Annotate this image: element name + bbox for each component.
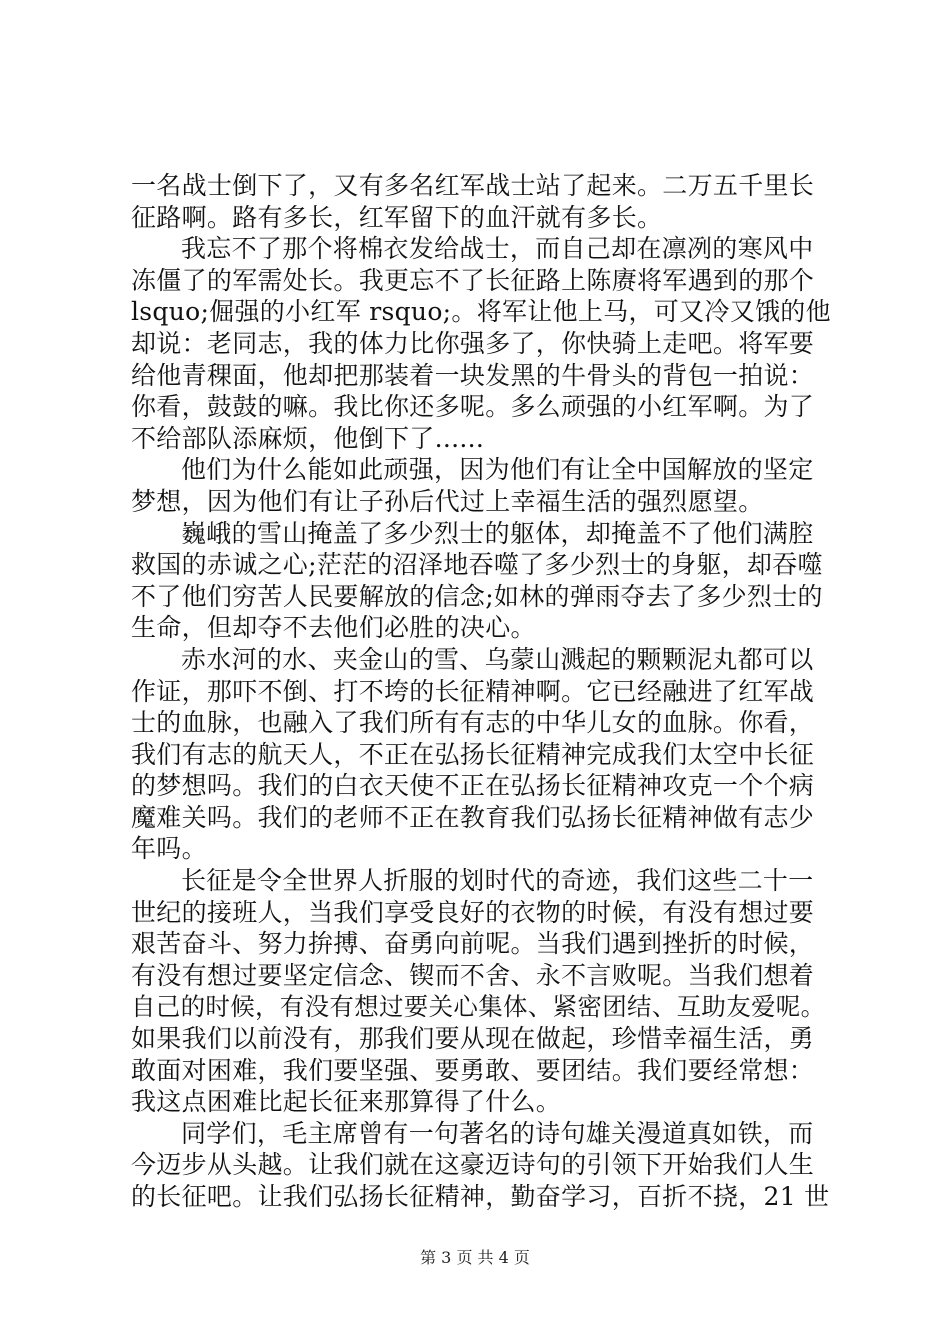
paragraph-first-line: 同学们，毛主席曾有一句著名的诗句雄关漫道真如铁，而: [181, 1118, 814, 1148]
body-text: [131, 170, 831, 1213]
text-line: 今迈步从头越。让我们就在这豪迈诗句的引领下开始我们人生: [131, 1150, 815, 1180]
text-line: 给他青稞面，他却把那装着一块发黑的牛骨头的背包一拍说：: [131, 360, 815, 390]
text-line: 敢面对困难，我们要坚强、要勇敢、要团结。我们要经常想：: [131, 1055, 815, 1085]
text-line: 冻僵了的军需处长。我更忘不了长征路上陈赓将军遇到的那个: [131, 265, 815, 295]
text-line: 的长征吧。让我们弘扬长征精神，勤奋学习，百折不挠，21 世: [131, 1182, 830, 1211]
paragraph-first-line: 长征是令全世界人折服的划时代的奇迹，我们这些二十一: [181, 866, 814, 896]
text-line: 的梦想吗。我们的白衣天使不正在弘扬长征精神攻克一个个病: [131, 771, 815, 801]
text-line: 自己的时候，有没有想过要关心集体、紧密团结、互助友爱呢。: [131, 992, 826, 1022]
paragraph-first-line: 巍峨的雪山掩盖了多少烈士的躯体，却掩盖不了他们满腔: [181, 518, 814, 548]
text-line: lsquo;倔强的小红军 rsquo;。将军让他上马，可又冷又饿的他: [131, 297, 831, 327]
text-line: 生命，但却夺不去他们必胜的决心。: [131, 613, 536, 643]
text-line: 却说：老同志，我的体力比你强多了，你快骑上走吧。将军要: [131, 328, 815, 358]
text-line: 有没有想过要坚定信念、锲而不舍、永不言败呢。当我们想着: [131, 960, 815, 990]
text-line: 征路啊。路有多长，红军留下的血汗就有多长。: [131, 202, 663, 232]
text-line: 你看，鼓鼓的嘛。我比你还多呢。多么顽强的小红军啊。为了: [131, 392, 815, 422]
text-line: 一名战士倒下了，又有多名红军战士站了起来。二万五千里长: [131, 171, 815, 200]
paragraph-first-line: 他们为什么能如此顽强，因为他们有让全中国解放的坚定: [181, 455, 814, 485]
text-line: 艰苦奋斗、努力拚搏、奋勇向前呢。当我们遇到挫折的时候，: [131, 929, 815, 959]
text-line: 不给部队添麻烦，他倒下了......: [131, 423, 485, 453]
text-line: 士的血脉，也融入了我们所有有志的中华儿女的血脉。你看，: [131, 708, 815, 738]
text-line: 作证，那吓不倒、打不垮的长征精神啊。它已经融进了红军战: [131, 676, 815, 706]
paragraph-first-line: 我忘不了那个将棉衣发给战士，而自己却在凛冽的寒风中: [181, 234, 814, 264]
text-line: 救国的赤诚之心;茫茫的沼泽地吞噬了多少烈士的身躯，却吞噬: [131, 550, 823, 580]
page-footer: 第 3 页 共 4 页: [420, 1248, 530, 1267]
text-line: 世纪的接班人，当我们享受良好的衣物的时候，有没有想过要: [131, 897, 815, 927]
text-line: 不了他们穷苦人民要解放的信念;如林的弹雨夺去了多少烈士的: [131, 581, 823, 611]
text-line: 魔难关吗。我们的老师不正在教育我们弘扬长征精神做有志少: [131, 802, 815, 832]
text-line: 如果我们以前没有，那我们要从现在做起，珍惜幸福生活，勇: [131, 1024, 815, 1054]
text-line: 我这点困难比起长征来那算得了什么。: [131, 1087, 562, 1117]
paragraph-first-line: 赤水河的水、夹金山的雪、乌蒙山溅起的颗颗泥丸都可以: [181, 644, 814, 674]
text-line: 梦想，因为他们有让子孙后代过上幸福生活的强烈愿望。: [131, 486, 764, 516]
text-line: 年吗。: [131, 834, 207, 864]
text-line: 我们有志的航天人，不正在弘扬长征精神完成我们太空中长征: [131, 739, 815, 769]
